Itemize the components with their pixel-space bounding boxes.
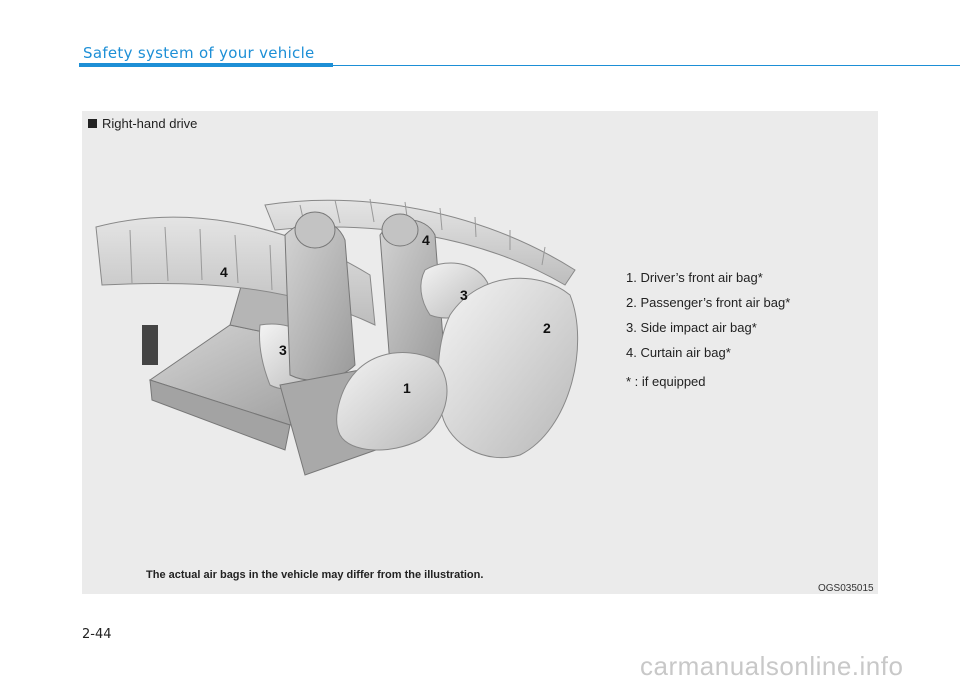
- watermark: carmanualsonline.info: [640, 651, 904, 681]
- callout-2: 2: [543, 320, 551, 336]
- page-number: 2-44: [82, 627, 112, 642]
- legend-note: * : if equipped: [626, 374, 706, 389]
- legend-item-side-impact: 3. Side impact air bag*: [626, 320, 757, 335]
- figure-caption: The actual air bags in the vehicle may differ from the illustration.: [146, 569, 484, 581]
- legend-item-curtain: 4. Curtain air bag*: [626, 345, 731, 360]
- airbag-illustration: [90, 175, 600, 515]
- legend-item-driver-front: 1. Driver’s front air bag*: [626, 270, 763, 285]
- airbag-legend: [626, 270, 790, 389]
- callout-3-front: 3: [460, 287, 468, 303]
- header-rule-accent: [79, 63, 333, 67]
- callout-4-right: 4: [422, 232, 430, 248]
- figure-code: OGS035015: [818, 583, 874, 594]
- drive-label: [88, 116, 197, 131]
- callout-1: 1: [403, 380, 411, 396]
- header-rule: [333, 65, 960, 66]
- callout-4-left: 4: [220, 264, 228, 280]
- passenger-front-airbag: [438, 278, 577, 457]
- legend-item-passenger-front: 2. Passenger’s front air bag*: [626, 295, 791, 310]
- section-title: Safety system of your vehicle: [83, 44, 315, 62]
- callout-3-rear: 3: [279, 342, 287, 358]
- square-bullet-icon: [88, 119, 97, 128]
- drive-label-text: Right-hand drive: [102, 116, 198, 131]
